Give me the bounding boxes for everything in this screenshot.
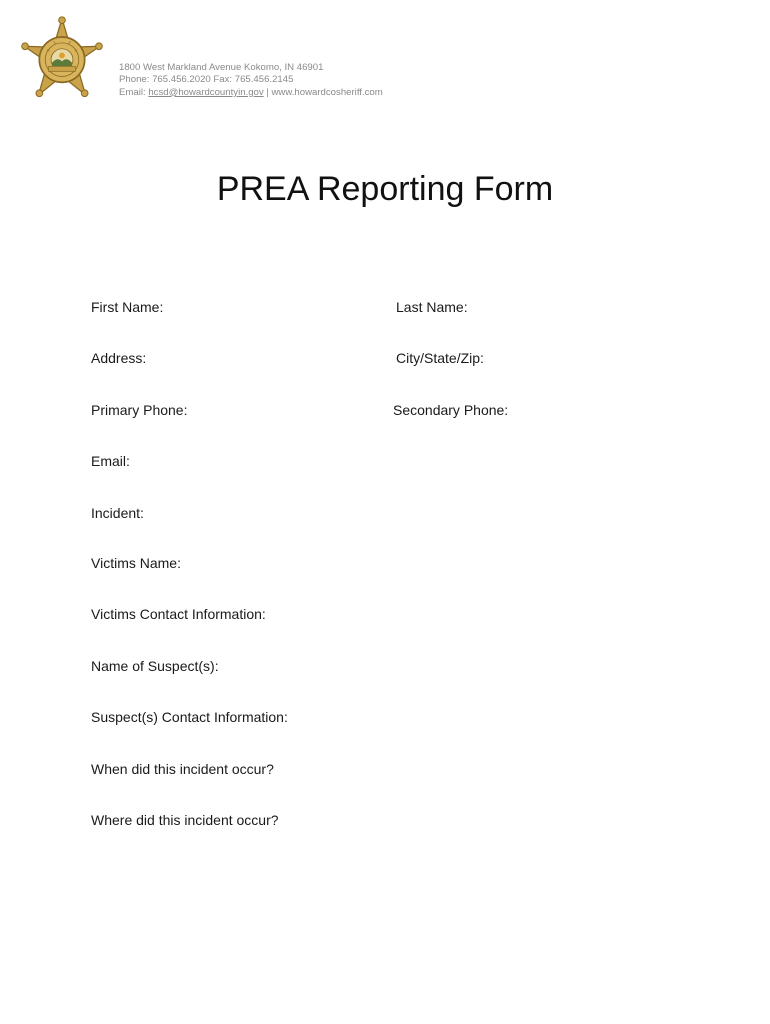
page-title: PREA Reporting Form <box>216 170 554 208</box>
incident-label: Incident: <box>91 505 144 521</box>
address-label: Address: <box>91 350 147 366</box>
header-phone-fax: Phone: 765.456.2020 Fax: 765.456.2145 <box>119 74 294 86</box>
suspect-name-label: Name of Suspect(s): <box>91 658 219 674</box>
city-state-zip-label: City/State/Zip: <box>396 350 484 366</box>
primary-phone-label: Primary Phone: <box>91 402 188 418</box>
suspect-contact-label: Suspect(s) Contact Information: <box>91 709 288 725</box>
victims-contact-label: Victims Contact Information: <box>91 606 266 622</box>
first-name-label: First Name: <box>91 299 164 315</box>
victims-name-label: Victims Name: <box>91 555 181 571</box>
website-text: www.howardcosheriff.com <box>271 86 383 98</box>
when-occur-label: When did this incident occur? <box>91 761 274 777</box>
header-email-web <box>119 87 383 99</box>
email-prefix: Email: <box>119 86 149 98</box>
sheriff-star-badge-icon <box>20 16 104 100</box>
separator: | <box>263 86 272 98</box>
last-name-label: Last Name: <box>396 299 468 315</box>
header-address: 1800 West Markland Avenue Kokomo, IN 46901 <box>119 62 324 73</box>
secondary-phone-label: Secondary Phone: <box>393 402 509 418</box>
email-link[interactable]: hcsd@howardcountyin.gov <box>148 86 264 98</box>
header-contact-info <box>119 62 383 99</box>
email-label: Email: <box>91 453 130 469</box>
where-occur-label: Where did this incident occur? <box>91 812 279 828</box>
